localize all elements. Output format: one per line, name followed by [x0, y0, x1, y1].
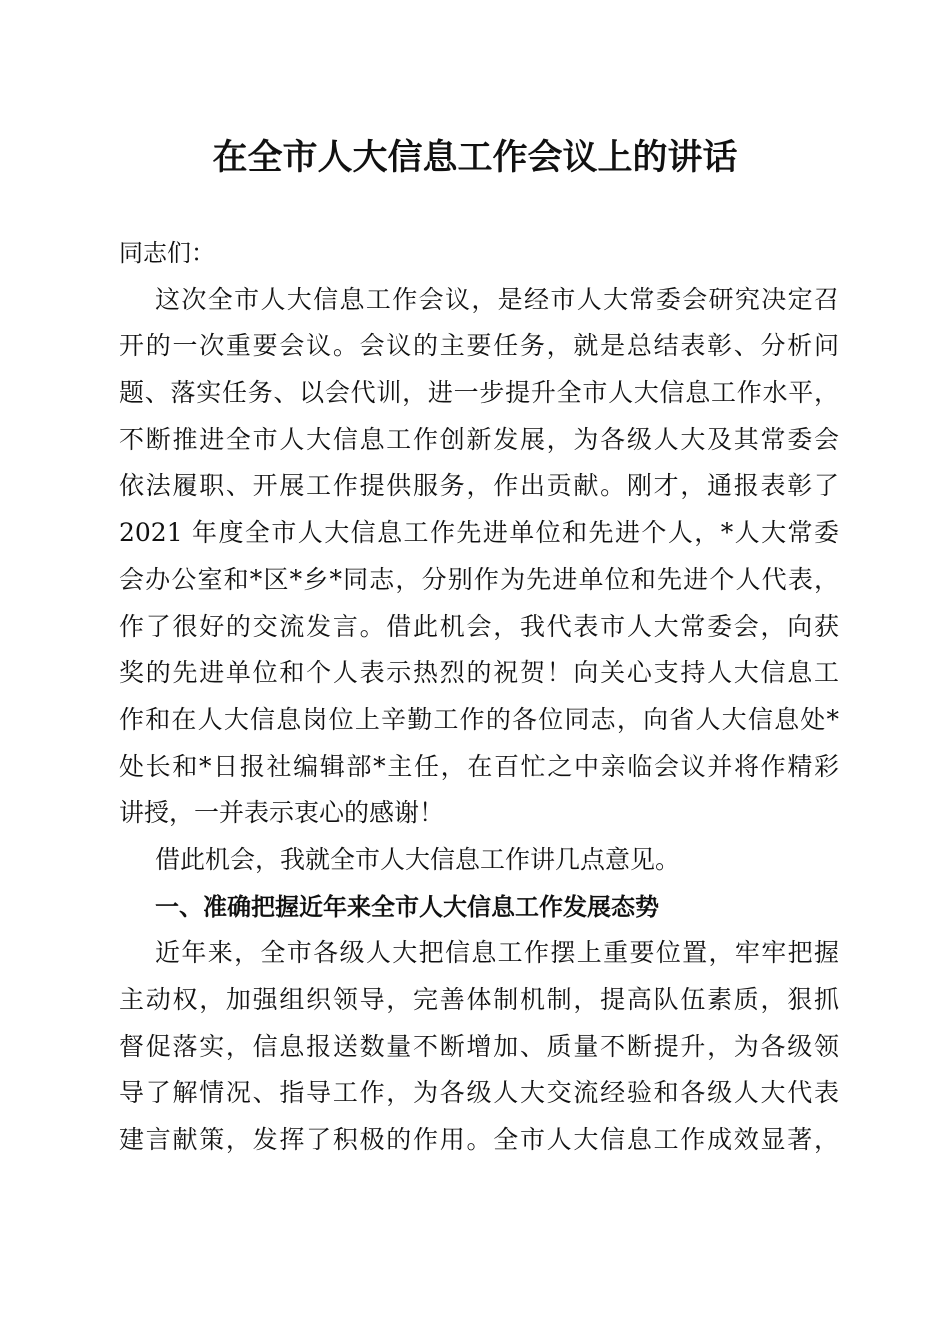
- paragraph-intro-opinions: 借此机会，我就全市人大信息工作讲几点意见。: [155, 844, 681, 874]
- paragraph-opening: [119, 277, 839, 837]
- paragraph-line: 处长和*日报社编辑部*主任，在百忙之中亲临会议并将作精彩: [119, 751, 839, 781]
- paragraph-line: 奖的先进单位和个人表示热烈的祝贺！向关心支持人大信息工: [119, 658, 839, 688]
- paragraph-line: 作了很好的交流发言。借此机会，我代表市人大常委会，向获: [119, 611, 839, 641]
- paragraph-line: 2021 年度全市人大信息工作先进单位和先进个人，*人大常委: [119, 518, 839, 548]
- paragraph-line: 题、落实任务、以会代训，进一步提升全市人大信息工作水平，: [119, 378, 839, 408]
- paragraph-section1: [119, 930, 839, 1163]
- paragraph-line: 近年来，全市各级人大把信息工作摆上重要位置，牢牢把握: [155, 938, 839, 968]
- paragraph-line: 督促落实，信息报送数量不断增加、质量不断提升，为各级领: [119, 1031, 839, 1061]
- paragraph-line: 建言献策，发挥了积极的作用。全市人大信息工作成效显著，: [119, 1125, 839, 1155]
- paragraph-line: 依法履职、开展工作提供服务，作出贡献。刚才，通报表彰了: [119, 471, 839, 501]
- paragraph-line: 会办公室和*区*乡*同志，分别作为先进单位和先进个人代表，: [119, 564, 839, 594]
- document-body: [119, 230, 839, 1164]
- document-title: 在全市人大信息工作会议上的讲话: [212, 138, 738, 178]
- paragraph-line: 主动权，加强组织领导，完善体制机制，提高队伍素质，狠抓: [119, 985, 839, 1014]
- paragraph-line: 不断推进全市人大信息工作创新发展，为各级人大及其常委会: [119, 424, 839, 454]
- paragraph-line: 导了解情况、指导工作，为各级人大交流经验和各级人大代表: [119, 1078, 839, 1108]
- greeting: 同志们：: [119, 239, 215, 267]
- paragraph-line: 作和在人大信息岗位上辛勤工作的各位同志，向省人大信息处*: [119, 704, 839, 734]
- paragraph-line: 开的一次重要会议。会议的主要任务，就是总结表彰、分析问: [119, 331, 839, 361]
- paragraph-line: 讲授，一并表示衷心的感谢！: [119, 798, 445, 828]
- section-heading: 一、准确把握近年来全市人大信息工作发展态势: [155, 892, 659, 921]
- paragraph-line: 这次全市人大信息工作会议，是经市人大常委会研究决定召: [155, 284, 839, 314]
